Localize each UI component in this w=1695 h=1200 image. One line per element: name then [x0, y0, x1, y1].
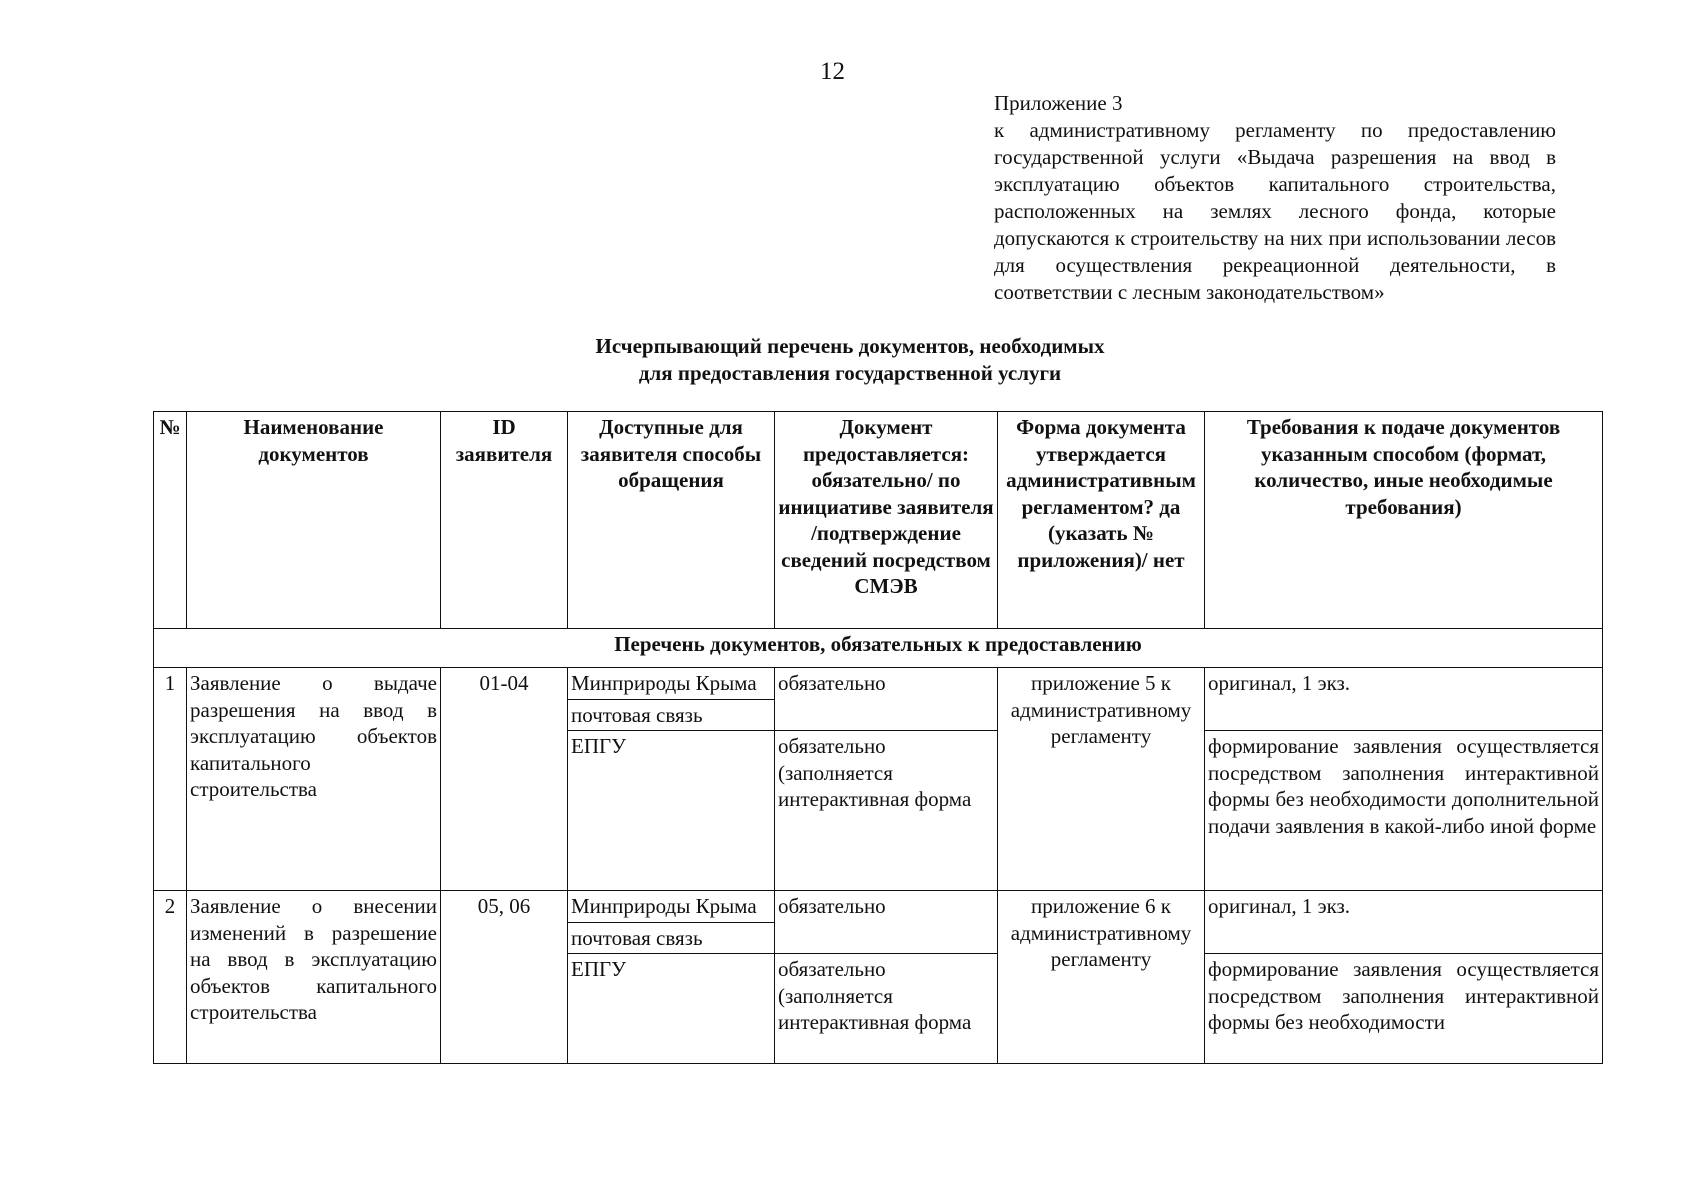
appendix-title: Приложение 3 [994, 91, 1123, 115]
document-title-line-2: для предоставления государственной услуги [638, 361, 1062, 385]
row-requirement: оригинал, 1 экз. [1205, 668, 1603, 731]
appendix-text: к административному регламенту по предоставлению государственной услуги «Выдача разрешения на ввод в эксплуатацию объектов капитального строительства, расположенных на землях лесного фонда, которые допускаются к строительству на них при использовании лесов для осуществления рекреационной деятельности, в соответствии с лесным законодательством» [994, 118, 1556, 304]
header-applicant-id: ID заявителя [441, 412, 568, 629]
page-number: 12 [820, 58, 845, 85]
table-row [154, 891, 1603, 923]
row-channel: ЕПГУ [568, 954, 775, 1064]
row-form: приложение 5 к административному регламенту [998, 668, 1205, 891]
row-applicant-id: 01-04 [441, 668, 568, 891]
row-number: 2 [154, 891, 187, 1064]
row-requirement: оригинал, 1 экз. [1205, 891, 1603, 954]
section-title: Перечень документов, обязательных к предоставлению [154, 629, 1603, 668]
header-form: Форма документа утверждается административным регламентом? да (указать № приложения)/ нет [998, 412, 1205, 629]
appendix-block [994, 90, 1556, 306]
header-provision: Документ предоставляется: обязательно/ по инициативе заявителя /подтверждение сведений посредством СМЭВ [775, 412, 998, 629]
header-requirements: Требования к подаче документов указанным способом (формат, количество, иные необходимые требования) [1205, 412, 1603, 629]
row-channel: Минприроды Крыма [568, 668, 775, 700]
header-document-name: Наименование документов [187, 412, 441, 629]
row-channel: почтовая связь [568, 699, 775, 731]
row-requirement: формирование заявления осуществляется посредством заполнения интерактивной формы без необходимости дополнительной подачи заявления в какой-либо иной форме [1205, 731, 1603, 891]
row-channel: ЕПГУ [568, 731, 775, 891]
row-channel: почтовая связь [568, 922, 775, 954]
section-row [154, 629, 1603, 668]
header-channels: Доступные для заявителя способы обращения [568, 412, 775, 629]
header-number: № [154, 412, 187, 629]
row-form: приложение 6 к административному регламенту [998, 891, 1205, 1064]
row-document-name: Заявление о внесении изменений в разрешение на ввод в эксплуатацию объектов капитального строительства [187, 891, 441, 1064]
row-provision: обязательно [775, 891, 998, 954]
row-provision: обязательно [775, 668, 998, 731]
table-header-row [154, 412, 1603, 629]
table-row [154, 668, 1603, 700]
row-document-name: Заявление о выдаче разрешения на ввод в эксплуатацию объектов капитального строительства [187, 668, 441, 891]
row-number: 1 [154, 668, 187, 891]
row-requirement: формирование заявления осуществляется посредством заполнения интерактивной формы без необходимости [1205, 954, 1603, 1064]
row-applicant-id: 05, 06 [441, 891, 568, 1064]
documents-table [153, 411, 1603, 1064]
row-provision: обязательно (заполняется интерактивная форма [775, 731, 998, 891]
document-title [420, 333, 1280, 387]
row-provision: обязательно (заполняется интерактивная форма [775, 954, 998, 1064]
row-channel: Минприроды Крыма [568, 891, 775, 923]
document-title-line-1: Исчерпывающий перечень документов, необходимых [595, 334, 1105, 358]
